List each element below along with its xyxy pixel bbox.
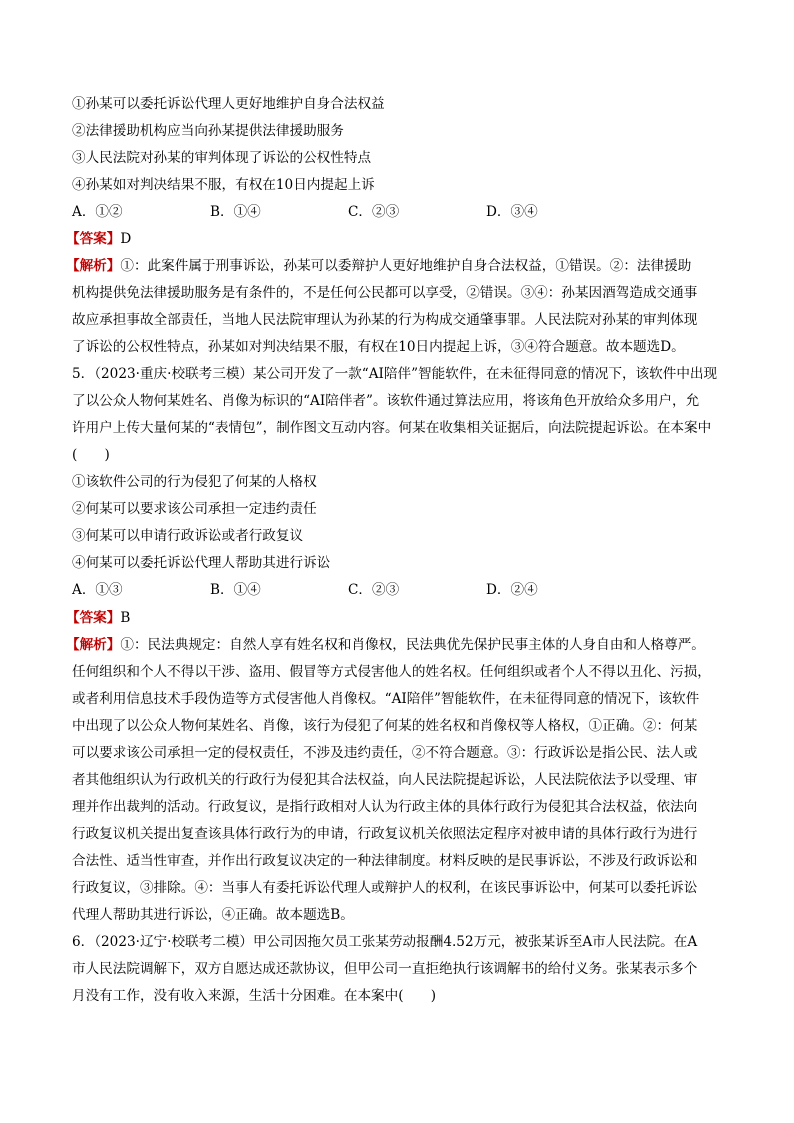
q6-stem-line-1: 6．（2023·辽宁·校联考二模）甲公司因拖欠员工张某劳动报酬4.52万元，被张某诉至A市人民法院。在A [72, 934, 698, 950]
q5-analysis-line-5: 可以要求该公司承担一定的侵权责任，不涉及违约责任，②不符合题意。③：行政诉讼是指公民、法人或 [72, 745, 698, 761]
q4-statement-1: ①孙某可以委托诉讼代理人更好地维护自身合法权益 [72, 96, 385, 112]
q4-statement-2: ②法律援助机构应当向孙某提供法律援助服务 [72, 123, 344, 139]
q5-statement-2: ②何某可以要求该公司承担一定违约责任 [72, 501, 317, 517]
q5-analysis-line-9: 合法性、适当性审查，并作出行政复议决定的一种法律制度。材料反映的是民事诉讼，不涉及行政诉讼和 [72, 853, 698, 869]
q5-stem-line-2: 了以公众人物何某姓名、肖像为标识的“AI陪伴者”。该软件通过算法应用，将该角色开放给众多用户，允 [72, 393, 700, 409]
q5-analysis-tag: 【解析】 [66, 637, 121, 653]
q4-statement-3: ③人民法院对孙某的审判体现了诉讼的公权性特点 [72, 150, 372, 166]
q5-analysis-line-4: 中出现了以公众人物何某姓名、肖像，该行为侵犯了何某的姓名权和肖像权等人格权，①正确。②：何某 [72, 718, 698, 734]
q5-option-d: D．②④ [486, 582, 538, 598]
q5-option-b: B．①④ [210, 582, 261, 598]
q4-option-c: C．②③ [348, 204, 400, 220]
q4-analysis-line-1 [66, 256, 726, 276]
q4-statement-4: ④孙某如对判决结果不服，有权在10日内提起上诉 [72, 177, 375, 193]
q6-stem-line-2: 市人民法院调解下，双方自愿达成还款协议，但甲公司一直拒绝执行该调解书的给付义务。张某表示多个 [72, 961, 698, 977]
q4-analysis-text-1: ①：此案件属于刑事诉讼，孙某可以委辩护人更好地维护自身合法权益，①错误。②：法律援助 [120, 258, 692, 274]
q5-stem-line-4: ( ) [72, 447, 110, 463]
q5-analysis-line-1 [66, 635, 726, 655]
q4-answer-tag: 【答案】 [66, 231, 121, 247]
q5-statement-1: ①该软件公司的行为侵犯了何某的人格权 [72, 474, 317, 490]
q4-answer [66, 229, 726, 249]
q5-analysis-line-8: 行政复议机关提出复查该具体行政行为的申请，行政复议机关依照法定程序对被申请的具体行政行为进行 [72, 826, 698, 842]
q4-analysis-line-3: 故应承担事故全部责任，当地人民法院审理认为孙某的行为构成交通肇事罪。人民法院对孙某的审判体现 [72, 312, 698, 328]
q5-answer-tag: 【答案】 [66, 610, 121, 626]
q5-statement-3: ③何某可以申请行政诉讼或者行政复议 [72, 528, 304, 544]
q6-stem-line-3: 月没有工作，没有收入来源，生活十分困难。在本案中( ) [72, 988, 437, 1004]
q5-analysis-line-11: 代理人帮助其进行诉讼，④正确。故本题选B。 [72, 907, 354, 923]
q4-answer-value: D [120, 231, 132, 247]
q4-analysis-line-4: 了诉讼的公权性特点，孙某如对判决结果不服，有权在10日内提起上诉，③④符合题意。故本题选D。 [72, 339, 685, 355]
q4-option-d: D．③④ [486, 204, 538, 220]
q5-analysis-line-3: 或者利用信息技术手段伪造等方式侵害他人肖像权。“AI陪伴”智能软件，在未征得同意的情况下，该软件 [72, 691, 700, 707]
q5-answer [66, 608, 726, 628]
q5-stem-line-3: 许用户上传大量何某的“表情包”，制作图文互动内容。何某在收集相关证据后，向法院提起诉讼。在本案中 [72, 420, 712, 436]
q5-analysis-line-2: 任何组织和个人不得以干涉、盗用、假冒等方式侵害他人的姓名权。任何组织或者个人不得以丑化、污损， [72, 664, 711, 680]
q4-analysis-line-2: 机构提供免法律援助服务是有条件的，不是任何公民都可以享受，②错误。③④：孙某因酒驾造成交通事 [72, 285, 698, 301]
q5-analysis-line-7: 理并作出裁判的活动。行政复议，是指行政相对人认为行政主体的具体行政行为侵犯其合法权益，依法向 [72, 799, 698, 815]
q5-statement-4: ④何某可以委托诉讼代理人帮助其进行诉讼 [72, 555, 331, 571]
q5-option-a: A．①③ [72, 582, 123, 598]
q5-stem-line-1: 5．（2023·重庆·校联考三模）某公司开发了一款“AI陪伴”智能软件，在未征得同意的情况下，该软件中出现 [72, 366, 718, 382]
q4-option-a: A．①② [72, 204, 123, 220]
q4-option-b: B．①④ [210, 204, 261, 220]
q5-analysis-line-10: 行政复议，③排除。④：当事人有委托诉讼代理人或辩护人的权利，在该民事诉讼中，何某可以委托诉讼 [72, 880, 698, 896]
q5-answer-value: B [120, 610, 131, 626]
q5-analysis-text-1: ①：民法典规定：自然人享有姓名权和肖像权，民法典优先保护民事主体的人身自由和人格尊严。 [120, 637, 705, 653]
q5-analysis-line-6: 者其他组织认为行政机关的行政行为侵犯其合法权益，向人民法院提起诉讼，人民法院依法予以受理、审 [72, 772, 698, 788]
q5-option-c: C．②③ [348, 582, 400, 598]
q4-analysis-tag: 【解析】 [66, 258, 121, 274]
